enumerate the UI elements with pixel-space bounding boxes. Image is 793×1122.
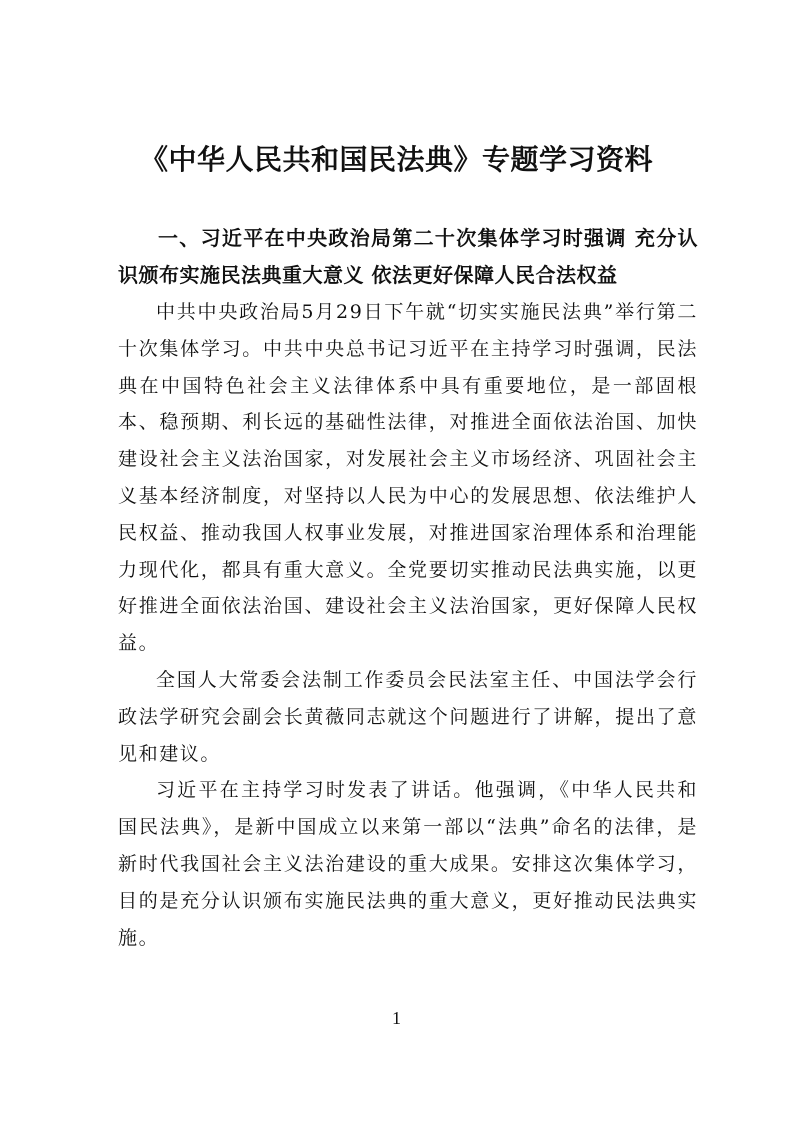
section-heading: 一、习近平在中央政治局第二十次集体学习时强调 充分认识颁布实施民法典重大意义 依法更好保障人民合法权益 bbox=[118, 226, 698, 287]
document-body bbox=[118, 220, 698, 956]
paragraph-3: 习近平在主持学习时发表了讲话。他强调，《中华人民共和国民法典》，是新中国成立以来第一部以“法典”命名的法律，是新时代我国社会主义法治建设的重大成果。安排这次集体学习，目的是充分认识颁布实施民法典的重大意义，更好推动民法典实施。 bbox=[118, 779, 698, 949]
document-title: 《中华人民共和国民法典》专题学习资料 bbox=[139, 143, 653, 176]
page-number: 1 bbox=[392, 1008, 401, 1028]
paragraph-2: 全国人大常委会法制工作委员会民法室主任、中国法学会行政法学研究会副会长黄薇同志就这个问题进行了讲解，提出了意见和建议。 bbox=[118, 668, 698, 765]
paragraph-1: 中共中央政治局5月29日下午就“切实实施民法典”举行第二十次集体学习。中共中央总书记习近平在主持学习时强调，民法典在中国特色社会主义法律体系中具有重要地位，是一部固根本、稳预期、利长远的基础性法律，对推进全面依法治国、加快建设社会主义法治国家，对发展社会主义市场经济、巩固社会主义基本经济制度，对坚持以人民为中心的发展思想、依法维护人民权益、推动我国人权事业发展，对推进国家治理体系和治理能力现代化，都具有重大意义。全党要切实推动民法典实施，以更好推进全面依法治国、建设社会主义法治国家，更好保障人民权益。 bbox=[118, 301, 698, 655]
